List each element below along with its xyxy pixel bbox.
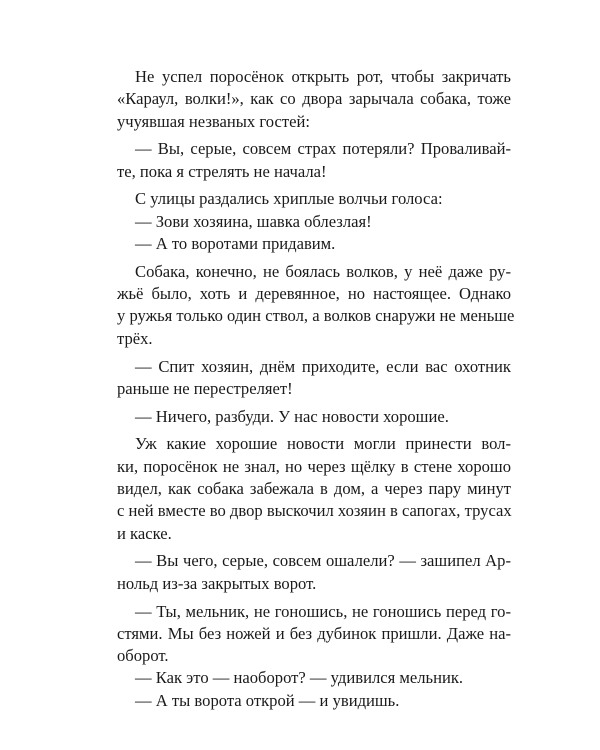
text-line: трёх. bbox=[117, 328, 153, 348]
text-line: учуявшая незваных гостей: bbox=[117, 111, 310, 131]
text-line: с ней вместе во двор выскочил хозяин в сапогах, трусах bbox=[117, 501, 512, 521]
text-line: видел, как собака забежала в дом, а через пару минут bbox=[117, 479, 511, 499]
text-line: раньше не перестреляет! bbox=[117, 378, 293, 398]
text-line: Не успел поросёнок открыть рот, чтобы закричать bbox=[135, 67, 511, 86]
text-line: — Ты, мельник, не гоношись, не гоношись перед го- bbox=[135, 601, 511, 621]
text-line: — Зови хозяина, шавка облезлая! bbox=[135, 211, 372, 231]
text-line: «Караул, волки!», как со двора зарычала собака, тоже bbox=[117, 89, 511, 109]
text-line: — А ты ворота открой — и увидишь. bbox=[135, 690, 400, 710]
text-line: — Ничего, разбуди. У нас новости хорошие. bbox=[135, 406, 449, 426]
text-line: Уж какие хорошие новости могли принести вол- bbox=[135, 434, 511, 454]
text-line: и каске. bbox=[117, 523, 172, 543]
text-line: нольд из-за закрытых ворот. bbox=[117, 573, 317, 593]
text-line: ки, поросёнок не знал, но через щёлку в стене хорошо bbox=[117, 456, 511, 476]
text-line: — Вы, серые, совсем страх потеряли? Проваливай- bbox=[135, 139, 511, 159]
text-line: — Спит хозяин, днём приходите, если вас охотник bbox=[135, 356, 511, 376]
text-line: Собака, конечно, не боялась волков, у неё даже ру- bbox=[135, 261, 511, 281]
text-line: оборот. bbox=[117, 646, 169, 666]
text-line: — А то воротами придавим. bbox=[135, 234, 336, 254]
text-line: те, пока я стрелять не начала! bbox=[117, 161, 327, 181]
page-text bbox=[117, 66, 515, 712]
text-line: — Вы чего, серые, совсем ошалели? — зашипел Ар- bbox=[135, 551, 511, 571]
text-line: С улицы раздались хриплые волчьи голоса: bbox=[135, 189, 443, 209]
text-line: у ружья только один ствол, а волков снаружи не меньше bbox=[117, 306, 515, 326]
text-line: — Как это — наоборот? — удивился мельник. bbox=[135, 668, 464, 688]
text-line: стями. Мы без ножей и без дубинок пришли. Даже на- bbox=[117, 623, 511, 643]
text-line: жьё было, хоть и деревянное, но настоящее. Однако bbox=[117, 284, 511, 304]
